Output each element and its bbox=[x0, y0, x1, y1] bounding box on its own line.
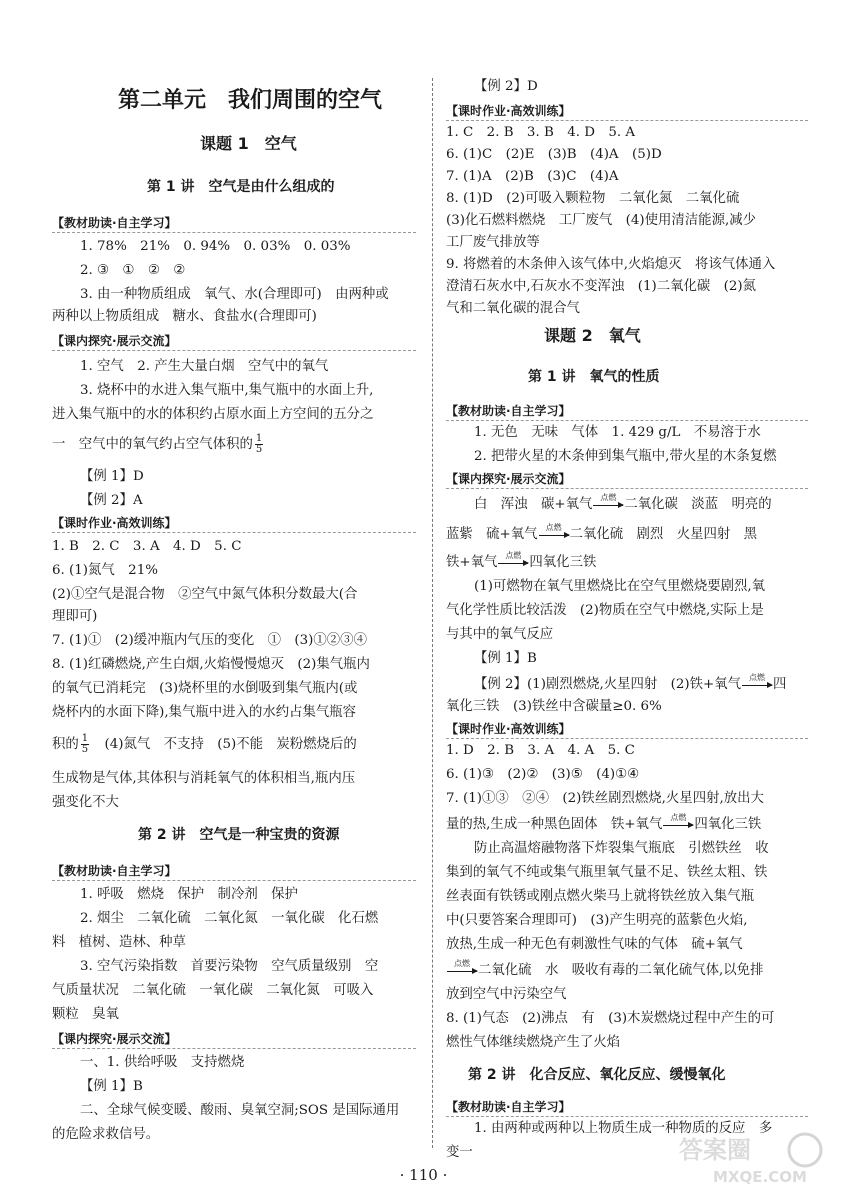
example-answer: 【例 2】A bbox=[80, 493, 143, 508]
section-rule bbox=[446, 1116, 808, 1117]
page-number: · 110 · bbox=[399, 1166, 448, 1184]
answer-line: 1. 呼吸 燃烧 保护 制冷剂 保护 bbox=[80, 887, 298, 902]
section-rule bbox=[446, 488, 808, 489]
answer-text: 四 bbox=[773, 677, 787, 692]
answer-text: 一 空气中的氧气约占空气体积的 bbox=[52, 437, 253, 452]
condition-label: 点燃 bbox=[600, 492, 617, 502]
answer-line: 一、1. 供给呼吸 支持燃烧 bbox=[80, 1055, 245, 1070]
answer-line: 的氧气已消耗完 (3)烧杯里的水倒吸到集气瓶内(或 bbox=[52, 681, 358, 696]
answer-text: 积的 bbox=[52, 737, 79, 752]
section-heading: 【课时作业·高效训练】 bbox=[446, 104, 571, 118]
lesson-title: 第 1 讲 氧气的性质 bbox=[528, 369, 660, 385]
section-heading: 【课内探究·展示交流】 bbox=[52, 1032, 177, 1046]
fraction-numerator: 1 bbox=[81, 733, 89, 744]
answer-line: 放热,生成一种无色有刺激性气味的气体 硫+氧气 bbox=[446, 937, 743, 952]
answer-line: (2)①空气是混合物 ②空气中氮气体积分数最大(合 bbox=[52, 587, 358, 602]
reaction-arrow bbox=[498, 550, 528, 570]
answer-line: 强变化不大 bbox=[52, 795, 119, 810]
section-rule bbox=[52, 532, 416, 533]
fraction bbox=[81, 734, 89, 755]
section-heading: 【课内探究·展示交流】 bbox=[52, 334, 177, 348]
fraction-denominator: 5 bbox=[255, 444, 263, 455]
answer-line: 2. ③ ① ② ② bbox=[80, 263, 186, 278]
answer-line: 8. (1)D (2)可吸入颗粒物 二氧化氮 二氧化硫 bbox=[446, 191, 740, 206]
lesson-title: 第 2 讲 空气是一种宝贵的资源 bbox=[138, 827, 340, 843]
answer-text: 四氧化三铁 bbox=[694, 817, 762, 832]
answer-line: 2. 把带火星的木条伸到集气瓶中,带火星的木条复燃 bbox=[474, 449, 777, 464]
answer-line: 气化学性质比较活泼 (2)物质在空气中燃烧,实际上是 bbox=[446, 603, 764, 618]
answer-line: 6. (1)C (2)E (3)B (4)A (5)D bbox=[446, 147, 662, 162]
reaction-arrow bbox=[663, 812, 693, 832]
section-rule bbox=[446, 420, 808, 421]
answer-line: 1. 78% 21% 0. 94% 0. 03% 0. 03% bbox=[80, 239, 351, 254]
answer-text: 二氧化硫 水 吸收有毒的二氧化硫气体,以免排 bbox=[478, 963, 764, 978]
answer-line: 中(只要答案合理即可) (3)产生明亮的蓝紫色火焰, bbox=[446, 913, 748, 928]
answer-line: 防止高温熔融物落下炸裂集气瓶底 引燃铁丝 收 bbox=[474, 841, 769, 856]
answer-line: 7. (1)①③ ②④ (2)铁丝剧烈燃烧,火星四射,放出大 bbox=[446, 791, 764, 806]
answer-line: 放到空气中污染空气 bbox=[446, 987, 567, 1002]
arrow-icon bbox=[663, 825, 693, 826]
section-heading: 【教材助读·自主学习】 bbox=[52, 216, 177, 230]
reaction-line bbox=[446, 522, 758, 544]
answer-text: 二氧化碳 淡蓝 明亮的 bbox=[624, 497, 772, 512]
answer-text: 白 浑浊 碳+氧气 bbox=[474, 497, 593, 512]
answer-line: 澄清石灰水中,石灰水不变浑浊 (1)二氧化碳 (2)氮 bbox=[446, 279, 757, 294]
svg-text:答案圈: 答案圈 bbox=[679, 1136, 751, 1164]
answer-line: 生成物是气体,其体积与消耗氧气的体积相当,瓶内压 bbox=[52, 771, 356, 786]
reaction-line bbox=[446, 550, 597, 572]
section-rule bbox=[446, 120, 808, 121]
arrow-icon bbox=[593, 505, 623, 506]
answer-line: (1)可燃物在氧气里燃烧比在空气里燃烧要剧烈,氧 bbox=[474, 579, 766, 594]
topic-title: 课题 1 空气 bbox=[200, 134, 297, 153]
reaction-arrow bbox=[447, 958, 477, 978]
example-answer: 【例 1】B bbox=[474, 651, 537, 666]
lesson-title: 第 2 讲 化合反应、氧化反应、缓慢氧化 bbox=[468, 1067, 726, 1083]
fraction bbox=[255, 434, 263, 455]
answer-line: 与其中的氧气反应 bbox=[446, 627, 554, 642]
answer-line: 8. (1)气态 (2)沸点 有 (3)木炭燃烧过程中产生的可 bbox=[446, 1011, 775, 1026]
answer-line bbox=[52, 734, 357, 755]
answer-line: 两种以上物质组成 糖水、食盐水(合理即可) bbox=[52, 309, 317, 324]
example-answer: 【例 1】B bbox=[80, 1079, 143, 1094]
answer-line: 烧杯内的水面下降),集气瓶中进入的水约占集气瓶容 bbox=[52, 705, 357, 720]
answer-line: 料 植树、造林、种草 bbox=[52, 935, 186, 950]
answer-text: 二氧化硫 剧烈 火星四射 黑 bbox=[569, 527, 758, 542]
section-rule bbox=[52, 232, 416, 233]
answer-line: 1. 由两种或两种以上物质生成一种物质的反应 多 bbox=[474, 1121, 773, 1136]
answer-line: 工厂废气排放等 bbox=[446, 235, 540, 250]
reaction-line bbox=[446, 812, 762, 834]
answer-line: 气和二氧化碳的混合气 bbox=[446, 301, 580, 316]
condition-label: 点燃 bbox=[545, 522, 562, 532]
section-heading: 【课时作业·高效训练】 bbox=[446, 722, 571, 736]
answer-line: 变一 bbox=[446, 1145, 473, 1160]
watermark-logo bbox=[673, 1128, 833, 1188]
example-answer: 【例 2】D bbox=[474, 79, 538, 94]
answer-line: 理即可) bbox=[52, 609, 98, 624]
reaction-line bbox=[446, 958, 764, 980]
answer-line: 7. (1)① (2)缓冲瓶内气压的变化 ① (3)①②③④ bbox=[52, 633, 367, 648]
section-rule bbox=[446, 738, 808, 739]
answer-line: 3. 空气污染指数 首要污染物 空气质量级别 空 bbox=[80, 959, 379, 974]
condition-label: 点燃 bbox=[505, 550, 522, 560]
reaction-line bbox=[474, 492, 772, 514]
answer-line: 集到的氧气不纯或集气瓶里氧气量不足、铁丝太粗、铁 bbox=[446, 865, 768, 880]
condition-label: 点燃 bbox=[454, 958, 470, 968]
condition-label: 点燃 bbox=[749, 672, 766, 682]
answer-line: (3)化石燃料燃烧 工厂废气 (4)使用清洁能源,减少 bbox=[446, 213, 757, 228]
condition-label: 点燃 bbox=[670, 812, 687, 822]
answer-line: 6. (1)氮气 21% bbox=[52, 563, 158, 578]
reaction-arrow bbox=[593, 492, 623, 512]
answer-line: 7. (1)A (2)B (3)C (4)A bbox=[446, 169, 619, 184]
section-heading: 【教材助读·自主学习】 bbox=[446, 404, 571, 418]
fraction-denominator: 5 bbox=[81, 744, 89, 755]
column-divider bbox=[432, 78, 433, 1148]
lesson-title: 第 1 讲 空气是由什么组成的 bbox=[147, 179, 335, 195]
answer-line: 1. 无色 无味 气体 1. 429 g/L 不易溶于水 bbox=[474, 425, 761, 440]
answer-line: 3. 由一种物质组成 氧气、水(合理即可) 由两种或 bbox=[80, 287, 389, 302]
example-answer: 【例 1】D bbox=[80, 469, 144, 484]
arrow-icon bbox=[498, 563, 528, 564]
arrow-icon bbox=[742, 685, 772, 686]
section-rule bbox=[52, 350, 416, 351]
answer-text: 【例 2】(1)剧烈燃烧,火星四射 (2)铁+氧气 bbox=[474, 677, 742, 692]
unit-title: 第二单元 我们周围的空气 bbox=[118, 88, 383, 113]
answer-line: 1. C 2. B 3. B 4. D 5. A bbox=[446, 125, 636, 140]
answer-text: 铁+氧气 bbox=[446, 555, 498, 570]
answer-line: 6. (1)③ (2)② (3)⑤ (4)①④ bbox=[446, 767, 640, 782]
watermark-graphic bbox=[673, 1128, 833, 1188]
svg-text:MXQE.COM: MXQE.COM bbox=[713, 1168, 807, 1186]
reaction-arrow bbox=[539, 522, 569, 542]
topic-title: 课题 2 氧气 bbox=[544, 326, 641, 345]
answer-line: 1. 空气 2. 产生大量白烟 空气中的氧气 bbox=[80, 359, 329, 374]
answer-line: 氧化三铁 (3)铁丝中含碳量≥0. 6% bbox=[446, 699, 662, 714]
answer-text: (4)氮气 不支持 (5)不能 炭粉燃烧后的 bbox=[91, 737, 357, 752]
section-heading: 【教材助读·自主学习】 bbox=[52, 864, 177, 878]
answer-line: 气质量状况 二氧化硫 一氧化碳 二氧化氮 可吸入 bbox=[52, 983, 374, 998]
reaction-arrow bbox=[742, 672, 772, 692]
answer-line: 1. B 2. C 3. A 4. D 5. C bbox=[52, 539, 242, 554]
section-rule bbox=[52, 1048, 416, 1049]
answer-line bbox=[52, 434, 265, 455]
arrow-icon bbox=[539, 535, 569, 536]
answer-line: 燃性气体继续燃烧产生了火焰 bbox=[446, 1035, 621, 1050]
answer-line: 2. 烟尘 二氧化硫 二氧化氮 一氧化碳 化石燃 bbox=[80, 911, 379, 926]
answer-line: 3. 烧杯中的水进入集气瓶中,集气瓶中的水面上升, bbox=[80, 383, 374, 398]
answer-line: 8. (1)红磷燃烧,产生白烟,火焰慢慢熄灭 (2)集气瓶内 bbox=[52, 657, 370, 672]
answer-text: 量的热,生成一种黑色固体 铁+氧气 bbox=[446, 817, 663, 832]
fraction-numerator: 1 bbox=[255, 433, 263, 444]
section-heading: 【教材助读·自主学习】 bbox=[446, 1100, 571, 1114]
section-rule bbox=[52, 880, 416, 881]
answer-line: 1. D 2. B 3. A 4. A 5. C bbox=[446, 743, 635, 758]
answer-text: 四氧化三铁 bbox=[529, 555, 597, 570]
answer-line: 的危险求救信号。 bbox=[52, 1127, 160, 1142]
answer-line: 颗粒 臭氧 bbox=[52, 1007, 119, 1022]
reaction-line bbox=[474, 672, 787, 694]
section-heading: 【课内探究·展示交流】 bbox=[446, 472, 571, 486]
answer-line: 二、全球气候变暖、酸雨、臭氧空洞;SOS 是国际通用 bbox=[80, 1103, 400, 1118]
answer-text: 蓝紫 硫+氧气 bbox=[446, 527, 538, 542]
answer-line: 9. 将燃着的木条伸入该气体中,火焰熄灭 将该气体通入 bbox=[446, 257, 776, 272]
answer-line: 进入集气瓶中的水的体积约占原水面上方空间的五分之 bbox=[52, 407, 374, 422]
answer-line: 丝表面有铁锈或刚点燃火柴马上就将铁丝放入集气瓶 bbox=[446, 889, 754, 904]
section-heading: 【课时作业·高效训练】 bbox=[52, 516, 177, 530]
arrow-icon bbox=[447, 971, 477, 972]
